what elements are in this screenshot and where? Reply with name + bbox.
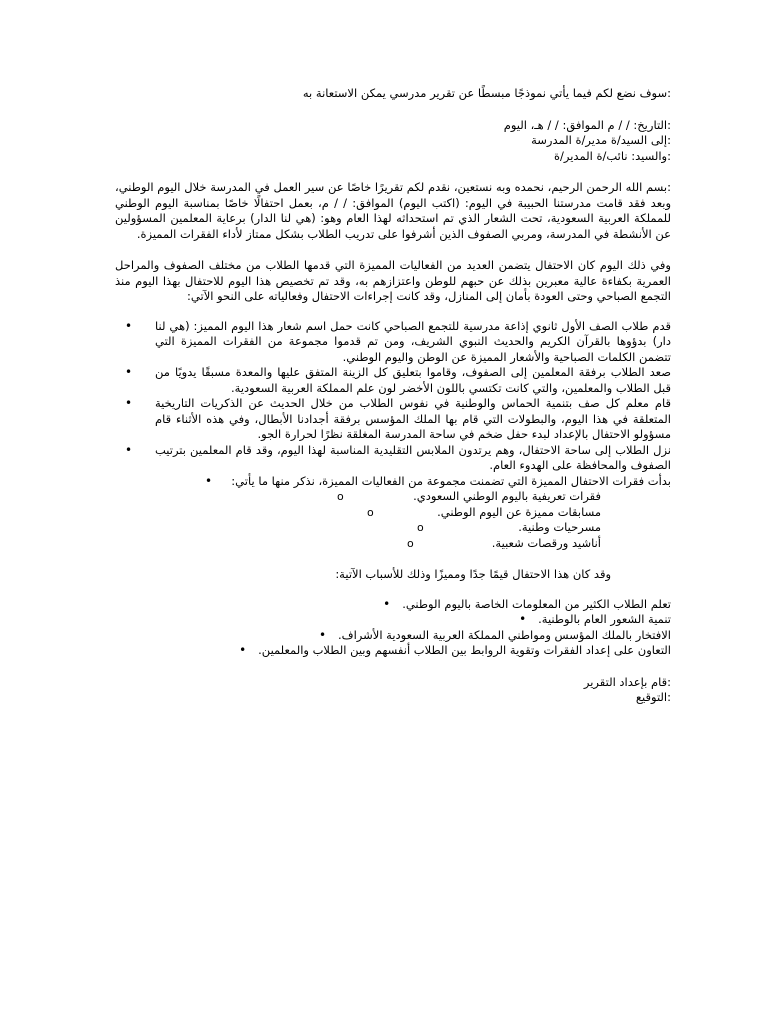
list-item-text: تعلم الطلاب الكثير من المعلومات الخاصة باليوم الوطني.	[402, 596, 671, 611]
signature-line: :التوقيع	[635, 690, 671, 704]
list-item-text: صعد الطلاب برفقة المعلمين إلى الصفوف، وقاموا بتعليق كل الزينة المتفق عليها والمعدة مسبقًا يدويًا من قبل الطلاب والمعلمين، والتي كانت تكتسي باللون الأخضر لون علم المملكة العربية السعودية.	[155, 365, 671, 395]
sub-bullet-icon: o	[407, 536, 414, 550]
sub-bullet-icon: o	[337, 490, 344, 503]
list-item-text: نزل الطلاب إلى ساحة الاحتفال، وهم يرتدون الملابس التقليدية المناسبة لهذا اليوم، وقد قام المعلمين بترتيب الصفوف والمحافظة على الهدوء العام.	[155, 442, 671, 472]
date-line: :التاريخ: / / م الموافق: / / هـ، اليوم	[503, 117, 671, 132]
bullet-icon: •	[125, 396, 133, 410]
list-item	[417, 520, 601, 536]
intro-line: :سوف نضع لكم فيما يأتي نموذجًا مبسطًا عن تقرير مدرسي يمكن الاستعانة به	[302, 86, 671, 100]
list-item-text: أناشيد ورقصات شعبية.	[491, 535, 601, 550]
list-item	[115, 612, 671, 628]
report-document	[115, 86, 671, 706]
list-item	[337, 489, 601, 505]
events-paragraph: وفي ذلك اليوم كان الاحتفال يتضمن العديد من الفعاليات المميزة التي قدمها الطلاب من مختلف الصفوف والمراحل العمرية بكفاءة عالية معبرين بذلك عن حبهم للوطن واعتزازهم به، وقد تم تخصيص هذا اليوم للاحتفال بهذا اليوم منذ التجمع الصباحي وحتى العودة بأمان إلى المنازل، وقد كانت إجراءات الاحتفال وفعالياته على النحو الآتي:	[115, 258, 671, 303]
list-item-text: تنمية الشعور العام بالوطنية.	[538, 612, 671, 626]
list-item	[125, 318, 671, 366]
list-item	[205, 473, 671, 490]
list-item	[125, 365, 671, 396]
list-item-text: قدم طلاب الصف الأول ثانوي إذاعة مدرسية للتجمع الصباحي كانت حمل اسم شعار هذا اليوم المميز: (هي لنا دار) بدؤوها بالقرآن الكريم والحديث النبوي الشريف، ومن تم قدموا مجموعة من الفقرات المميزة التي تتضمن الكلمات الصباحية والأشعار المميزة عن الوطن واليوم الوطني.	[155, 318, 671, 364]
bullet-icon: •	[519, 612, 527, 626]
bullet-icon: •	[125, 318, 133, 333]
reasons-title: وقد كان هذا الاحتفال قيمًا جدًا ومميزًا وذلك للأسباب الآتية:	[335, 567, 611, 581]
list-item	[115, 597, 671, 613]
bullet-icon: •	[125, 442, 133, 457]
list-item-text: مسابقات مميزة عن اليوم الوطني.	[437, 504, 601, 519]
recipient-line: :إلى السيد/ة مدير/ة المدرسة	[531, 133, 671, 147]
prepared-by-line: :قام بإعداد التقرير	[583, 674, 671, 689]
list-item-text: مسرحيات وطنية.	[518, 520, 601, 534]
list-item-text: الافتخار بالملك المؤسس ومواطني المملكة العربية السعودية الأشراف.	[338, 627, 671, 642]
bullet-icon: •	[205, 473, 213, 488]
activities-sublist	[115, 489, 601, 551]
list-item-text: بدأت فقرات الاحتفال المميزة التي تضمنت مجموعة من الفعاليات المميزة، نذكر منها ما يأتي:	[231, 473, 671, 488]
bullet-icon: •	[239, 643, 247, 657]
events-list	[115, 319, 671, 490]
bullet-icon: •	[318, 627, 327, 642]
list-item	[407, 535, 601, 552]
sub-bullet-icon: o	[367, 505, 374, 519]
bullet-icon: •	[383, 596, 391, 611]
list-item-text: التعاون على إعداد الفقرات وتقوية الروابط بين الطلاب أنفسهم وبين الطلاب والمعلمين.	[258, 643, 671, 657]
list-item	[125, 396, 671, 443]
bullet-icon: •	[125, 365, 133, 379]
opening-paragraph: :بسم الله الرحمن الرحيم، نحمده وبه نستعين، نقدم لكم تقريرًا خاصًا عن سير العمل في المدرسة خلال اليوم الوطني، وبعد فقد قامت مدرستنا الحبيبة في اليوم: (اكتب اليوم) الموافق: / / م، بعمل احتفالًا خاصًا بمناسبة اليوم الوطني للمملكة العربية السعودية، تحت الشعار الذي تم استحداثه لهذا العام وهو: (هي لنا الدار) برعاية المعلمين المسؤولين عن الأنشطة في المدرسة، ومربي الصفوف الذين أشرفوا على تدريب الطلاب بشكل ممتاز لأداء الفقرات المميزة.	[115, 180, 671, 241]
list-item-text: فقرات تعريفية باليوم الوطني السعودي.	[413, 489, 601, 503]
reasons-list	[115, 597, 671, 659]
list-item	[115, 628, 671, 644]
list-item	[367, 504, 601, 521]
list-item	[115, 643, 671, 659]
deputy-line: :والسيد: نائب/ة المدير/ة	[553, 148, 671, 163]
sub-bullet-icon: o	[417, 521, 424, 534]
list-item	[125, 442, 671, 474]
list-item-text: قام معلم كل صف بتنمية الحماس والوطنية في نفوس الطلاب من خلال الحديث عن الذكريات التاريخية المتعلقة في هذا اليوم، والبطولات التي قام بها الملك المؤسس برفقة أجدادنا الأبطال، وفي هذه الأثناء قام مسؤولو الاحتفال بالإعداد لبدء حفل ضخم في ساحة المدرسة المغلقة نظرًا لحرارة الجو.	[155, 396, 671, 441]
